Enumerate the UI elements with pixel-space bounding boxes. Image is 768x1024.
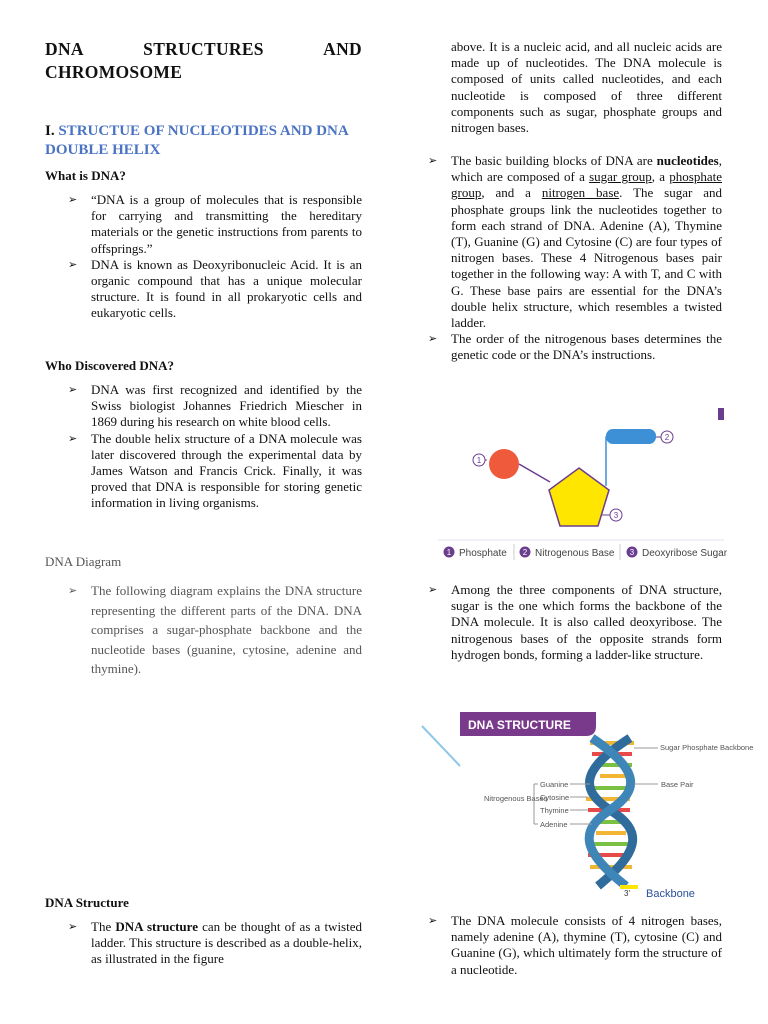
nucleotide-figure (438, 402, 728, 564)
blocks-list (428, 153, 722, 364)
base-pair-label: Base Pair (661, 780, 694, 789)
document-title: DNA STRUCTURES AND CHROMOSOME (45, 39, 362, 82)
label-2 (656, 431, 673, 443)
phosphate-link (519, 464, 550, 482)
structure-list (68, 919, 362, 968)
nitro-label: Nitrogenous Bases (484, 794, 548, 803)
list-item: ➢ The DNA structure can be thought of as a twisted ladder. This structure is described as a double-helix, as illustrated in the figure (68, 919, 362, 968)
adenine-label: Adenine (540, 820, 568, 829)
who-heading: Who Discovered DNA? (45, 358, 175, 373)
figure-edge-mark (718, 408, 724, 420)
base-link (606, 437, 656, 486)
diagram-list (68, 581, 362, 679)
molecule-list (428, 913, 722, 978)
svg-text:3: 3 (613, 511, 619, 520)
three-prime-label: 3' (624, 889, 630, 898)
list-item: ➢ Among the three components of DNA structure, sugar is the one which forms the backbone of the DNA molecule. It is also called deoxyribose. The nitrogenous bases of the opposite strands form hydrogen bonds, forming a ladder-like structure. (428, 582, 722, 663)
label-1 (473, 454, 487, 466)
what-list (68, 192, 362, 322)
list-item: ➢ The order of the nitrogenous bases determines the genetic code or the DNA’s instructions. (428, 331, 722, 363)
svg-text:2: 2 (664, 433, 670, 442)
label-3 (602, 509, 622, 521)
banner-text: DNA STRUCTURE (468, 718, 571, 732)
list-item: ➢ “DNA is a group of molecules that is responsible for carrying and transmitting the hereditary materials or the genetic instructions from parents to offsprings.” (68, 192, 362, 257)
svg-text:1: 1 (476, 456, 482, 465)
backbone-label: Backbone (646, 888, 695, 900)
svg-text:2: 2 (522, 548, 528, 557)
cytosine-label: Cytosine (540, 793, 570, 802)
what-heading: What is DNA? (45, 168, 126, 183)
list-item: ➢ DNA is known as Deoxyribonucleic Acid. It is an organic compound that has a unique molecular structure. It is found in all prokaryotic cells and eukaryotic cells. (68, 257, 362, 322)
legend-sugar: Deoxyribose Sugar (642, 548, 728, 559)
legend-phosphate: Phosphate (459, 548, 507, 559)
phosphate-circle (489, 449, 519, 479)
structure-continued: above. It is a nucleic acid, and all nucleic acids are made up of nucleotides. The DNA molecule is composed of units called nucleotides, and each nucleotide is composed of three different components such as sugar, phosphate groups and nitrogen bases. (451, 39, 722, 136)
list-item: ➢ DNA was first recognized and identified by the Swiss biologist Johannes Friedrich Miescher in 1869 during his research on white blood cells. (68, 382, 362, 431)
legend-base: Nitrogenous Base (535, 548, 615, 559)
cut-line (422, 726, 460, 766)
legend (444, 544, 728, 560)
thymine-label: Thymine (540, 806, 569, 815)
list-item: ➢ The basic building blocks of DNA are nucleotides, which are composed of a sugar group, a phosphate group, and a nitrogen base. The sugar and phosphate groups link the nucleotides together to form each strand of DNA. Adenine (A), Thymine (T), Guanine (G) and Cytosine (C) are four types of nitrogen bases. These 4 Nitrogenous bases pair together in the following way: A with T, and C with G. These base pairs are essential for the DNA’s double helix structure, which resembles a twisted ladder. (428, 153, 722, 331)
list-item: ➢ The DNA molecule consists of 4 nitrogen bases, namely adenine (A), thymine (T), cytosine (C) and Guanine (G), which ultimately form the structure of a nucleotide. (428, 913, 722, 978)
dna-helix-figure (420, 710, 754, 900)
svg-text:3: 3 (629, 548, 635, 557)
sugar-backbone-label: Sugar Phosphate Backbone (660, 743, 754, 752)
list-item: ➢ The double helix structure of a DNA molecule was later discovered through the experimental data by James Watson and Francis Crick. Finally, it was proved that DNA is responsible for storing genetic information in living organisms. (68, 431, 362, 512)
structure-heading: DNA Structure (45, 895, 129, 910)
guanine-label: Guanine (540, 780, 569, 789)
among-list (428, 582, 722, 663)
diagram-heading: DNA Diagram (45, 554, 122, 569)
section-heading: I. STRUCTUE OF NUCLEOTIDES AND DNA DOUBLE HELIX (45, 123, 348, 158)
list-item: ➢ The following diagram explains the DNA structure representing the different parts of the DNA. DNA comprises a sugar-phosphate backbone and the nucleotide bases (guanine, cytosine, adenine and thymine). (68, 581, 362, 679)
who-list (68, 382, 362, 512)
sugar-pentagon (549, 468, 609, 526)
svg-text:1: 1 (446, 548, 452, 557)
nitrogenous-base-rect (606, 429, 656, 444)
